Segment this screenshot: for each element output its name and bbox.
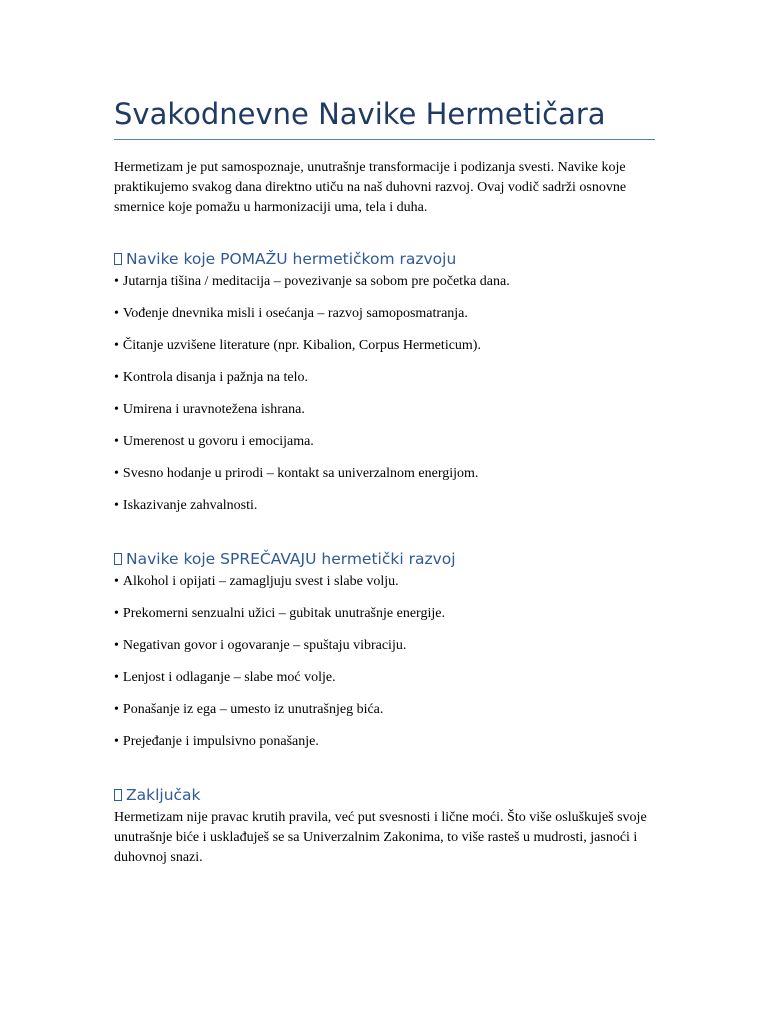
document-title: Svakodnevne Navike Hermetičara bbox=[114, 97, 606, 131]
bullet-mark: • bbox=[114, 338, 119, 353]
bullet-mark: • bbox=[114, 574, 119, 589]
list-item bbox=[114, 605, 655, 637]
bullet-mark: • bbox=[114, 498, 119, 513]
list-item-text: Jutarnja tišina / meditacija – povezivanje sa sobom pre početka dana. bbox=[122, 274, 510, 289]
list-item-text: Kontrola disanja i pažnja na telo. bbox=[122, 370, 308, 385]
list-item bbox=[114, 369, 655, 401]
harmful-habits-list bbox=[114, 573, 655, 765]
list-item-text: Prejeđanje i impulsivno ponašanje. bbox=[122, 734, 319, 749]
helpful-habits-list bbox=[114, 273, 655, 529]
bullet-mark: • bbox=[114, 702, 119, 717]
list-item-text: Umerenost u govoru i emocijama. bbox=[122, 434, 314, 449]
title-underline bbox=[114, 139, 655, 140]
list-item-text: Ponašanje iz ega – umesto iz unutrašnjeg bića. bbox=[122, 702, 384, 717]
bullet-mark: • bbox=[114, 370, 119, 385]
list-item-text: Prekomerni senzualni užici – gubitak unutrašnje energije. bbox=[122, 606, 445, 621]
intro-paragraph: Hermetizam je put samospoznaje, unutrašnje transformacije i podizanja svesti. Navike koje praktikujemo svakog dana direktno utiču na naš duhovni razvoj. Ovaj vodič sadrži osnovne smernice koje pomažu u harmonizaciji uma, tela i duha. bbox=[114, 160, 627, 215]
missing-glyph-icon bbox=[114, 789, 122, 801]
missing-glyph-icon bbox=[114, 253, 122, 265]
conclusion-paragraph: Hermetizam nije pravac krutih pravila, već put svesnosti i lične moći. Što više osluškuješ svoje unutrašnje biće i usklađuješ se sa Univerzalnim Zakonima, to više rasteš u mudrosti, jasnoći i duhovnoj snazi. bbox=[114, 810, 647, 865]
list-item-text: Negativan govor i ogovaranje – spuštaju vibraciju. bbox=[122, 638, 407, 653]
list-item-text: Umirena i uravnotežena ishrana. bbox=[122, 402, 305, 417]
list-item bbox=[114, 733, 655, 765]
list-item-text: Čitanje uzvišene literature (npr. Kibalion, Corpus Hermeticum). bbox=[122, 338, 481, 353]
bullet-mark: • bbox=[114, 606, 119, 621]
list-item bbox=[114, 465, 655, 497]
bullet-mark: • bbox=[114, 434, 119, 449]
section-heading-harmful-habits bbox=[114, 548, 456, 570]
section-heading-text: Zaključak bbox=[126, 786, 201, 804]
list-item bbox=[114, 497, 655, 529]
section-heading-conclusion bbox=[114, 784, 201, 806]
missing-glyph-icon bbox=[114, 553, 122, 565]
bullet-mark: • bbox=[114, 306, 119, 321]
section-heading-helpful-habits bbox=[114, 248, 456, 270]
bullet-mark: • bbox=[114, 734, 119, 749]
bullet-mark: • bbox=[114, 402, 119, 417]
list-item bbox=[114, 305, 655, 337]
section-heading-text: Navike koje POMAŽU hermetičkom razvoju bbox=[126, 250, 457, 268]
bullet-mark: • bbox=[114, 274, 119, 289]
list-item bbox=[114, 573, 655, 605]
list-item bbox=[114, 637, 655, 669]
list-item bbox=[114, 273, 655, 305]
list-item bbox=[114, 433, 655, 465]
list-item-text: Alkohol i opijati – zamagljuju svest i slabe volju. bbox=[122, 574, 399, 589]
list-item-text: Lenjost i odlaganje – slabe moć volje. bbox=[122, 670, 336, 685]
bullet-mark: • bbox=[114, 466, 119, 481]
list-item bbox=[114, 669, 655, 701]
bullet-mark: • bbox=[114, 670, 119, 685]
list-item-text: Iskazivanje zahvalnosti. bbox=[122, 498, 258, 513]
section-heading-text: Navike koje SPREČAVAJU hermetički razvoj bbox=[126, 550, 456, 568]
bullet-mark: • bbox=[114, 638, 119, 653]
list-item bbox=[114, 337, 655, 369]
list-item-text: Vođenje dnevnika misli i osećanja – razvoj samoposmatranja. bbox=[122, 306, 468, 321]
list-item bbox=[114, 701, 655, 733]
list-item bbox=[114, 401, 655, 433]
list-item-text: Svesno hodanje u prirodi – kontakt sa univerzalnom energijom. bbox=[122, 466, 479, 481]
